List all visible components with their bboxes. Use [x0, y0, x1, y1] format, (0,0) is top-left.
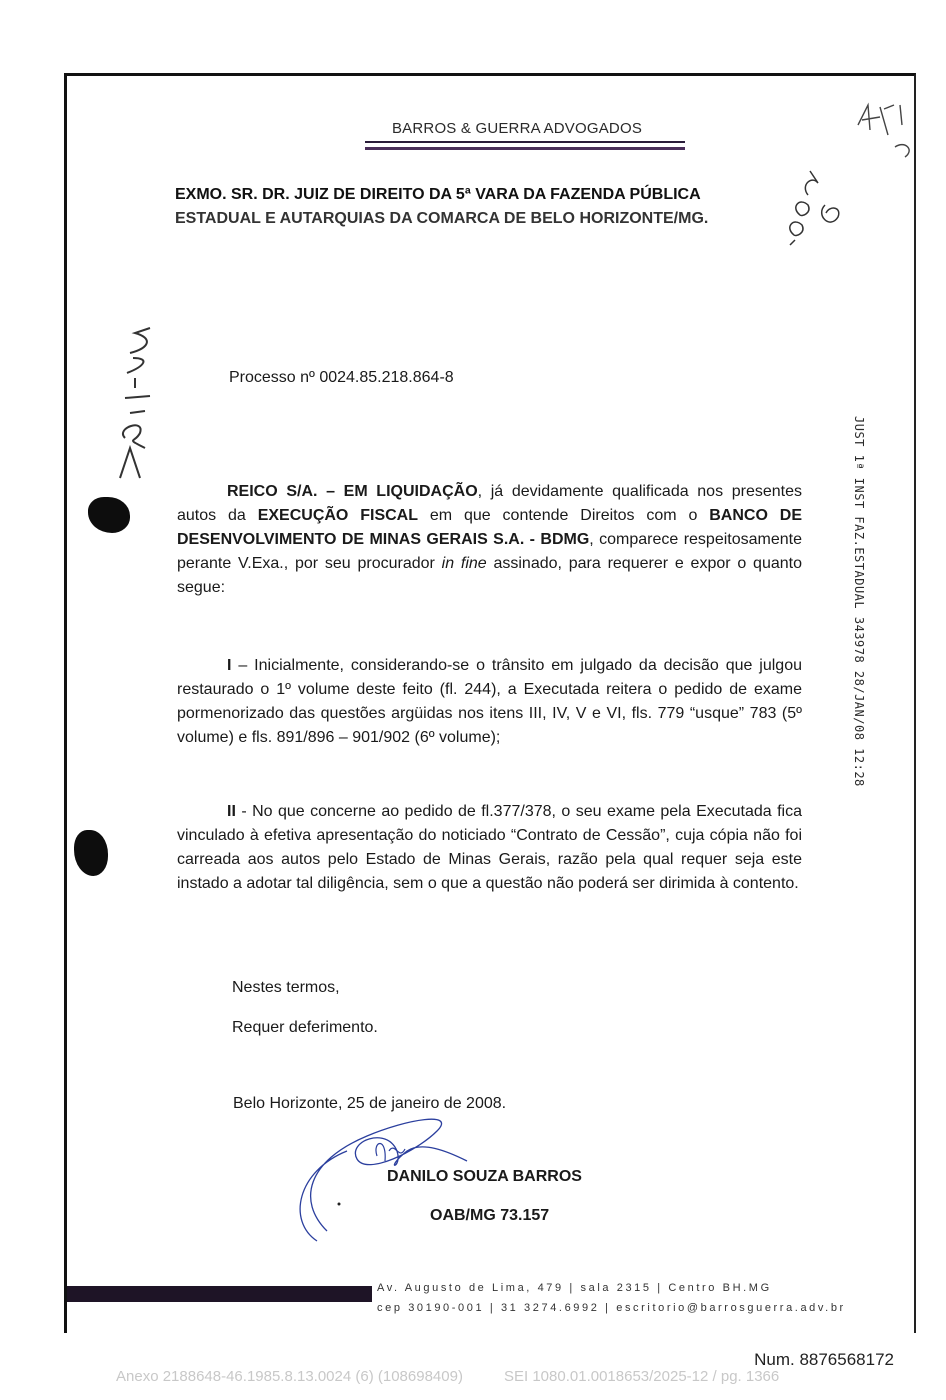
- addressee-line: ESTADUAL E AUTARQUIAS DA COMARCA DE BELO HORIZONTE/MG.: [175, 210, 709, 227]
- handwriting-left-margin: [105, 318, 175, 488]
- document-number: Num. 8876568172: [754, 1350, 894, 1369]
- item-marker: I: [227, 657, 232, 674]
- signer-name: DANILO SOUZA BARROS: [387, 1168, 582, 1185]
- place-date: Belo Horizonte, 25 de janeiro de 2008.: [233, 1095, 507, 1112]
- annex-reference: Anexo 2188648-46.1985.8.13.0024 (6) (108698409): [116, 1368, 463, 1385]
- opposing-party: BANCO DE DESENVOLVIMENTO DE MINAS GERAIS S.A. - BDMG: [177, 507, 802, 548]
- footer-contact: cep 30190-001 | 31 3274.6992 | escritorio@barrosguerra.adv.br: [377, 1302, 846, 1314]
- document-page: [64, 73, 916, 1333]
- handwriting-page-number: [780, 165, 850, 255]
- paragraph-item-2: [177, 800, 802, 896]
- footer-bar: [67, 1286, 372, 1302]
- footer-address: Av. Augusto de Lima, 479 | sala 2315 | Centro BH.MG: [377, 1282, 772, 1294]
- text-span: assinado, para requerer e expor o quanto segue:: [177, 555, 802, 596]
- letterhead-rule: [365, 141, 685, 143]
- addressee-line: EXMO. SR. DR. JUIZ DE DIREITO DA 5ª VARA DA FAZENDA PÚBLICA: [175, 186, 701, 203]
- item-text: - No que concerne ao pedido de fl.377/378, o seu exame pela Executada fica vinculado à efetiva apresentação do noticiado “Contrato de Cessão”, cuja cópia não foi carreada aos autos pelo Estado de Minas Gerais, razão pela qual requer seja este instado a adotar tal diligência, sem o que a questão não poderá ser dirimida à contento.: [177, 803, 802, 892]
- letterhead-rule: [365, 147, 685, 150]
- latin-term: in fine: [441, 555, 487, 572]
- text-span: em que contende Direitos com o: [418, 507, 710, 524]
- item-marker: II: [227, 803, 236, 820]
- party-name: REICO S/A. – EM LIQUIDAÇÃO: [227, 483, 478, 500]
- item-text: – Inicialmente, considerando-se o trânsito em julgado da decisão que julgou restaurado o 1º volume deste feito (fl. 244), a Executada reitera o pedido de exame pormenorizado das questões argüidas nos itens III, IV, V e VI, fls. 779 “usque” 783 (5º volume) e fls. 891/896 – 901/902 (6º volume);: [177, 657, 802, 746]
- closing-line: Requer deferimento.: [232, 1019, 378, 1036]
- protocol-stamp: JUST 1ª INST FAZ.ESTADUAL 343978 28/JAN/08 12:28: [852, 416, 866, 787]
- paragraph-intro: [177, 480, 802, 600]
- sei-reference: SEI 1080.01.0018653/2025-12 / pg. 1366: [504, 1368, 780, 1385]
- signer-oab: OAB/MG 73.157: [430, 1207, 550, 1224]
- handwriting-top-right: [850, 95, 920, 165]
- text-span: , comparece respeitosamente perante V.Exa., por seu procurador: [177, 531, 802, 572]
- closing-line: Nestes termos,: [232, 979, 340, 996]
- text-span: , já devidamente qualificada nos presentes autos da: [177, 483, 802, 524]
- process-number: Processo nº 0024.85.218.864-8: [229, 369, 454, 386]
- addressee: [175, 183, 775, 231]
- firm-name: BARROS & GUERRA ADVOGADOS: [391, 120, 643, 137]
- paragraph-item-1: [177, 654, 802, 750]
- case-type: EXECUÇÃO FISCAL: [257, 507, 419, 524]
